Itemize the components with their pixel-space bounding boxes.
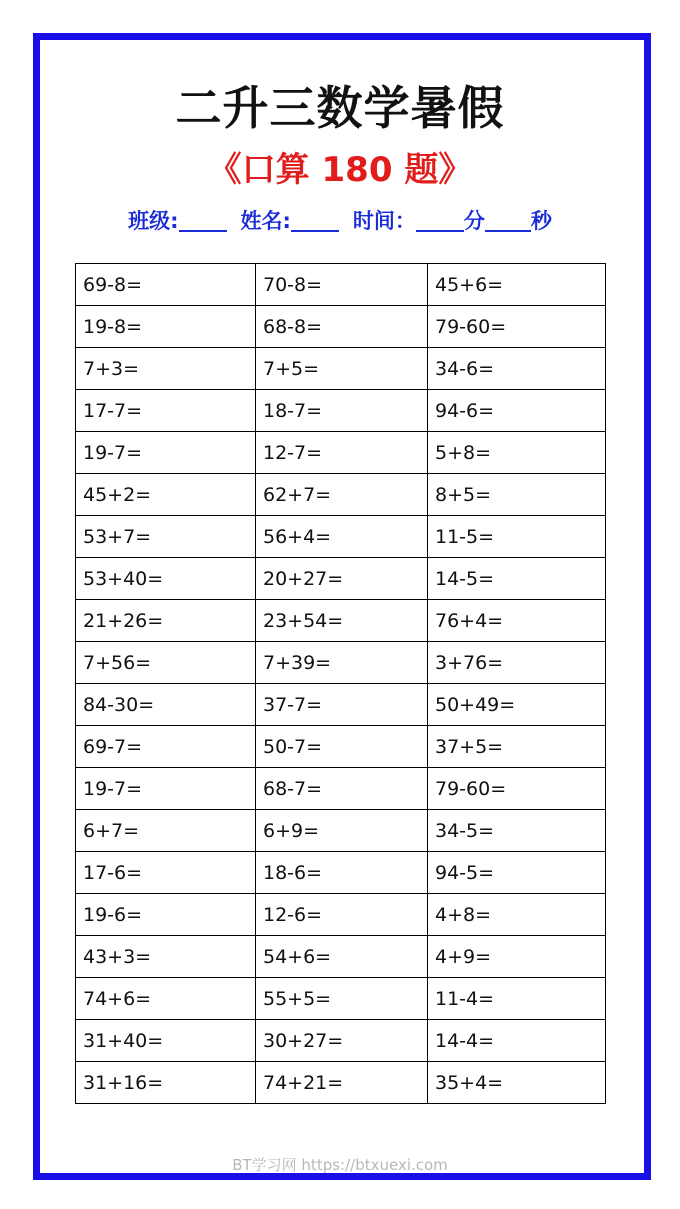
problem-cell: 35+4= bbox=[428, 1062, 606, 1104]
problem-row bbox=[76, 390, 606, 432]
problem-cell: 37+5= bbox=[428, 726, 606, 768]
page-title: 二升三数学暑假 bbox=[175, 81, 505, 135]
minute-label: 分 bbox=[463, 209, 485, 233]
problem-row bbox=[76, 348, 606, 390]
problem-cell: 8+5= bbox=[428, 474, 606, 516]
problem-cell: 34-5= bbox=[428, 810, 606, 852]
problem-cell: 17-7= bbox=[76, 390, 256, 432]
problem-cell: 94-6= bbox=[428, 390, 606, 432]
problem-cell: 17-6= bbox=[76, 852, 256, 894]
problem-cell: 50-7= bbox=[256, 726, 428, 768]
problem-cell: 19-6= bbox=[76, 894, 256, 936]
problem-cell: 45+6= bbox=[428, 264, 606, 306]
problem-cell: 68-7= bbox=[256, 768, 428, 810]
problem-cell: 7+3= bbox=[76, 348, 256, 390]
problem-row bbox=[76, 600, 606, 642]
problem-row bbox=[76, 1062, 606, 1104]
problem-row bbox=[76, 432, 606, 474]
problem-row bbox=[76, 474, 606, 516]
problem-cell: 19-7= bbox=[76, 768, 256, 810]
problem-row bbox=[76, 852, 606, 894]
problem-cell: 37-7= bbox=[256, 684, 428, 726]
problem-row bbox=[76, 978, 606, 1020]
problem-cell: 54+6= bbox=[256, 936, 428, 978]
problem-cell: 23+54= bbox=[256, 600, 428, 642]
problem-cell: 4+8= bbox=[428, 894, 606, 936]
problem-cell: 55+5= bbox=[256, 978, 428, 1020]
problem-cell: 14-5= bbox=[428, 558, 606, 600]
problem-cell: 6+7= bbox=[76, 810, 256, 852]
class-blank[interactable] bbox=[179, 206, 227, 232]
problem-row bbox=[76, 642, 606, 684]
problem-row bbox=[76, 936, 606, 978]
problem-cell: 7+5= bbox=[256, 348, 428, 390]
problem-row bbox=[76, 264, 606, 306]
minute-blank[interactable] bbox=[416, 206, 464, 232]
problem-cell: 74+21= bbox=[256, 1062, 428, 1104]
problem-cell: 5+8= bbox=[428, 432, 606, 474]
arithmetic-problems-table bbox=[75, 263, 606, 1104]
problem-cell: 12-7= bbox=[256, 432, 428, 474]
problem-row bbox=[76, 726, 606, 768]
class-label: 班级: bbox=[128, 209, 179, 233]
problem-cell: 70-8= bbox=[256, 264, 428, 306]
problem-cell: 74+6= bbox=[76, 978, 256, 1020]
problem-cell: 62+7= bbox=[256, 474, 428, 516]
problem-cell: 50+49= bbox=[428, 684, 606, 726]
problem-row bbox=[76, 894, 606, 936]
problem-cell: 84-30= bbox=[76, 684, 256, 726]
problem-cell: 11-4= bbox=[428, 978, 606, 1020]
problem-cell: 31+40= bbox=[76, 1020, 256, 1062]
problem-cell: 18-7= bbox=[256, 390, 428, 432]
student-info-line bbox=[0, 204, 680, 238]
problem-cell: 94-5= bbox=[428, 852, 606, 894]
problem-cell: 14-4= bbox=[428, 1020, 606, 1062]
problem-cell: 21+26= bbox=[76, 600, 256, 642]
problem-cell: 79-60= bbox=[428, 306, 606, 348]
problem-cell: 12-6= bbox=[256, 894, 428, 936]
problem-row bbox=[76, 516, 606, 558]
problem-cell: 31+16= bbox=[76, 1062, 256, 1104]
problem-cell: 69-7= bbox=[76, 726, 256, 768]
problem-row bbox=[76, 810, 606, 852]
problem-cell: 30+27= bbox=[256, 1020, 428, 1062]
problem-cell: 53+7= bbox=[76, 516, 256, 558]
problem-cell: 68-8= bbox=[256, 306, 428, 348]
problem-cell: 56+4= bbox=[256, 516, 428, 558]
problem-cell: 3+76= bbox=[428, 642, 606, 684]
problem-cell: 6+9= bbox=[256, 810, 428, 852]
problem-row bbox=[76, 1020, 606, 1062]
problem-cell: 69-8= bbox=[76, 264, 256, 306]
watermark: BT学习网 https://btxuexi.com bbox=[232, 1156, 448, 1174]
name-label: 姓名: bbox=[240, 209, 291, 233]
problem-row bbox=[76, 306, 606, 348]
second-blank[interactable] bbox=[485, 206, 531, 232]
problem-cell: 19-8= bbox=[76, 306, 256, 348]
problem-cell: 19-7= bbox=[76, 432, 256, 474]
problem-cell: 76+4= bbox=[428, 600, 606, 642]
problem-cell: 43+3= bbox=[76, 936, 256, 978]
problem-row bbox=[76, 684, 606, 726]
name-blank[interactable] bbox=[291, 206, 339, 232]
second-label: 秒 bbox=[530, 209, 552, 233]
problem-row bbox=[76, 558, 606, 600]
problem-table-body bbox=[76, 264, 606, 1104]
problem-cell: 20+27= bbox=[256, 558, 428, 600]
problem-cell: 7+56= bbox=[76, 642, 256, 684]
page-subtitle: 《口算 180 题》 bbox=[207, 150, 473, 190]
problem-cell: 7+39= bbox=[256, 642, 428, 684]
problem-cell: 34-6= bbox=[428, 348, 606, 390]
time-label: 时间： bbox=[352, 209, 416, 233]
problem-row bbox=[76, 768, 606, 810]
problem-cell: 18-6= bbox=[256, 852, 428, 894]
problem-cell: 53+40= bbox=[76, 558, 256, 600]
problem-cell: 45+2= bbox=[76, 474, 256, 516]
problem-cell: 79-60= bbox=[428, 768, 606, 810]
problem-cell: 4+9= bbox=[428, 936, 606, 978]
problem-cell: 11-5= bbox=[428, 516, 606, 558]
